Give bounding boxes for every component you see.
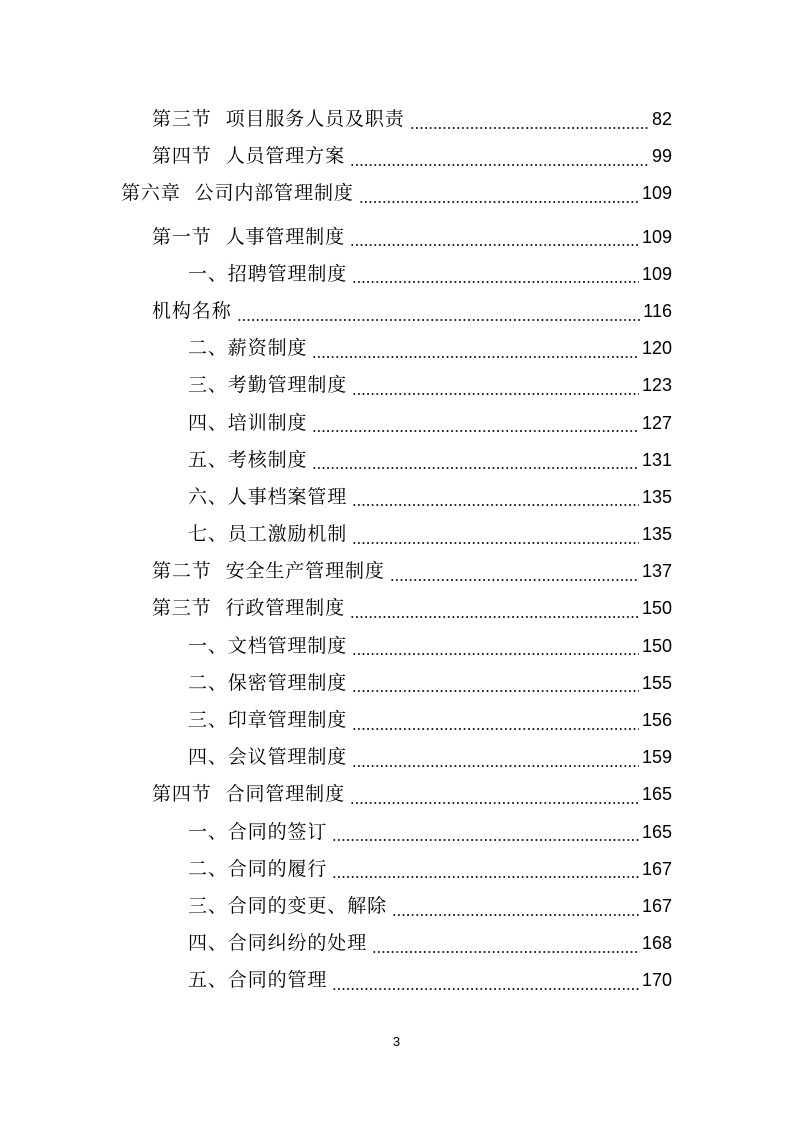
toc-entry-title: 一、文档管理制度	[188, 634, 348, 657]
dot-leader	[352, 702, 639, 739]
toc-entry	[0, 479, 793, 516]
toc-entry	[0, 739, 793, 776]
toc-entry-page: 156	[641, 710, 672, 730]
toc-entry-title: 三、考勤管理制度	[188, 374, 348, 397]
toc-entry-title: 第四节 人员管理方案	[152, 145, 345, 168]
toc-entry	[0, 628, 793, 665]
toc-entry	[0, 962, 793, 999]
dot-leader	[352, 665, 639, 702]
toc-entry-page: 131	[641, 449, 672, 470]
dot-leader	[332, 814, 639, 851]
dot-leader	[359, 175, 639, 212]
dot-leader	[332, 962, 639, 999]
toc-entry-page: 82	[651, 109, 672, 129]
toc-entry	[0, 814, 793, 851]
dot-leader	[312, 405, 639, 442]
toc-entry	[0, 888, 793, 925]
toc-entry	[0, 665, 793, 702]
toc-entry-title: 三、合同的变更、解除	[188, 894, 388, 917]
dot-leader	[352, 256, 639, 293]
toc-entry	[0, 405, 793, 442]
toc-entry-page: 167	[641, 895, 672, 916]
toc-entry-page: 116	[643, 300, 672, 321]
toc-entry-page: 159	[641, 747, 672, 768]
toc-entry-title: 机构名称	[152, 299, 232, 322]
toc-entry	[0, 553, 793, 590]
toc-entry	[0, 367, 793, 404]
toc-entry-title: 二、薪资制度	[188, 337, 308, 360]
toc-entry-page: 170	[641, 970, 672, 991]
toc-entry-title: 第二节 安全生产管理制度	[152, 560, 385, 583]
toc-entry-page: 123	[641, 375, 672, 396]
toc-entry	[0, 925, 793, 962]
toc-entry-title: 二、合同的履行	[188, 857, 328, 880]
toc-entry-page: 135	[641, 486, 672, 507]
toc-entry-title: 四、培训制度	[188, 411, 308, 434]
toc-entry-title: 第一节 人事管理制度	[152, 225, 345, 248]
toc-entry-page: 109	[641, 263, 672, 284]
toc-entry-title: 一、招聘管理制度	[188, 262, 348, 285]
toc-entry-page: 168	[641, 933, 672, 954]
toc-entry	[0, 590, 793, 627]
toc-entry	[0, 293, 793, 330]
toc-entry	[0, 702, 793, 739]
page-number: 3	[392, 1034, 401, 1049]
toc-entry-title: 一、合同的签订	[188, 820, 328, 843]
dot-leader	[350, 138, 649, 175]
dot-leader	[410, 101, 649, 138]
toc-entry-title: 二、保密管理制度	[188, 671, 348, 694]
toc-entry	[0, 256, 793, 293]
toc-entry-page: 109	[641, 183, 672, 204]
toc-entry-title: 五、合同的管理	[188, 969, 328, 992]
toc-entry	[0, 851, 793, 888]
toc-entry-page: 127	[641, 412, 672, 433]
toc-entry-title: 五、考核制度	[188, 448, 308, 471]
toc-entry-title: 第三节 项目服务人员及职责	[152, 108, 405, 130]
toc-entry-page: 150	[641, 598, 672, 619]
toc-entry-page: 150	[641, 635, 672, 656]
dot-leader	[352, 479, 639, 516]
toc-entry-title: 六、人事档案管理	[188, 485, 348, 508]
dot-leader	[350, 219, 639, 256]
toc-entry-page: 155	[641, 672, 672, 693]
toc-entry-title: 四、合同纠纷的处理	[188, 932, 368, 955]
toc-entry-title: 三、印章管理制度	[188, 709, 348, 731]
toc-entry-title: 第四节 合同管理制度	[152, 783, 345, 806]
toc-entry-page: 99	[651, 146, 672, 167]
toc-entry-page: 120	[641, 338, 672, 359]
dot-leader	[352, 628, 639, 665]
toc-entry-page: 135	[641, 524, 672, 545]
dot-leader	[237, 293, 641, 330]
toc-entry	[0, 442, 793, 479]
toc-entry-page: 165	[641, 784, 672, 805]
dot-leader	[312, 330, 639, 367]
toc-entry	[0, 219, 793, 256]
dot-leader	[352, 516, 639, 553]
toc-entry	[0, 330, 793, 367]
table-of-contents	[0, 101, 793, 1000]
toc-entry-page: 165	[641, 821, 672, 842]
dot-leader	[332, 851, 639, 888]
toc-entry	[0, 101, 793, 138]
toc-entry-title: 第三节 行政管理制度	[152, 597, 345, 620]
dot-leader	[312, 442, 639, 479]
toc-entry-title: 四、会议管理制度	[188, 746, 348, 769]
dot-leader	[350, 776, 639, 813]
dot-leader	[352, 739, 639, 776]
dot-leader	[390, 553, 639, 590]
toc-entry-page: 109	[641, 226, 672, 247]
toc-entry	[0, 516, 793, 553]
toc-entry	[0, 776, 793, 813]
toc-entry-title: 七、员工激励机制	[188, 523, 348, 546]
toc-entry-page: 167	[641, 858, 672, 879]
dot-leader	[372, 925, 639, 962]
toc-entry	[0, 138, 793, 175]
toc-entry-chapter	[0, 175, 793, 212]
dot-leader	[350, 590, 639, 627]
toc-entry-title: 第六章 公司内部管理制度	[121, 182, 354, 205]
dot-leader	[392, 888, 639, 925]
toc-entry-page: 137	[641, 561, 672, 582]
dot-leader	[352, 367, 639, 404]
